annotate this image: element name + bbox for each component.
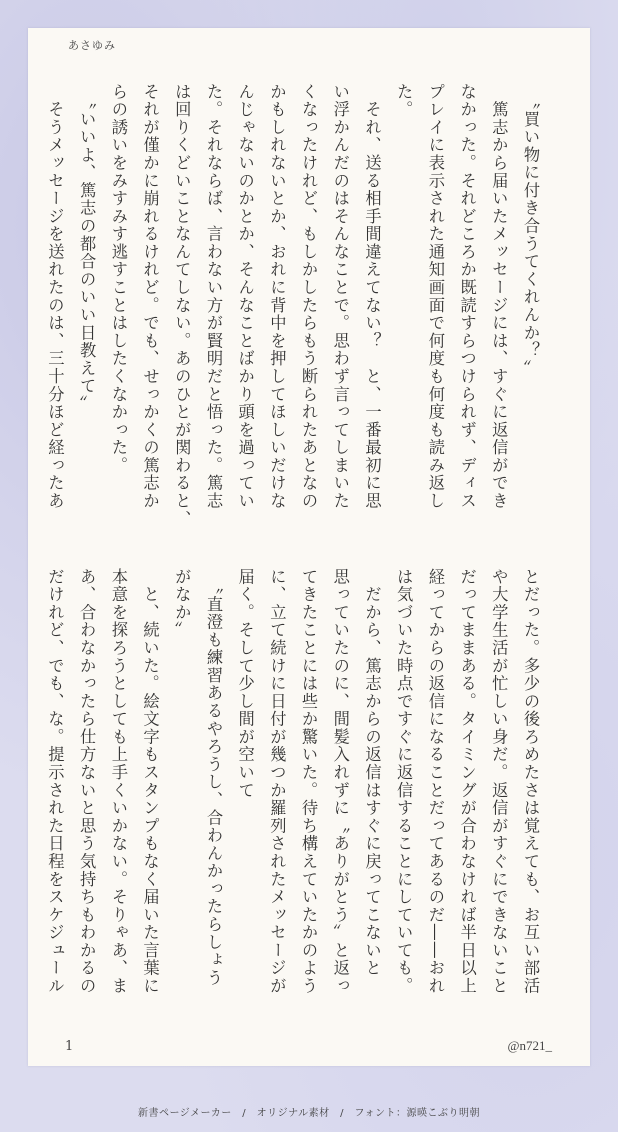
- text-line: 本意を探ろうとしても上手くいかない。そりゃあ、ま: [108, 568, 128, 995]
- text-line: なかった。それどころか既読すらつけられず、ディス: [457, 83, 477, 510]
- text-line: らの誘いをみすみす逃すことはしたくなかった。: [108, 83, 128, 475]
- text-line: 届く。そして少し間が空いて: [235, 568, 255, 800]
- text-line: 〝買い物に付き合うてくれんか？〟: [521, 83, 540, 378]
- text-line: あ、合わなかったら仕方ないと思う気持ちもわかるの: [77, 568, 97, 995]
- text-block-lower: [45, 568, 546, 995]
- text-line: くなったけれど、もしかしたらもう断られたあとなの: [299, 83, 319, 510]
- text-line: と、続いた。絵文字もスタンプもなく届いた言葉に: [140, 568, 160, 995]
- text-line: た。それならば、言わない方が賢明だと悟った。篤志: [203, 83, 223, 510]
- text-line: は回りくどいことなんてしない。あのひとが関わると、: [172, 83, 192, 528]
- text-line: だけれど、でも、な。提示された日程をスケジュール: [45, 568, 65, 995]
- book-page: [28, 28, 590, 1066]
- text-line: てきたことには些か驚いた。待ち構えていたかのよう: [299, 568, 319, 995]
- text-line: がなか〟: [172, 568, 192, 640]
- text-line: に、立て続けに日付が幾つか羅列されたメッセージが: [267, 568, 287, 995]
- text-line: た。: [394, 83, 414, 119]
- text-line: だから、篤志からの返信はすぐに戻ってこないと: [362, 568, 382, 978]
- text-line: い浮かんだのはそんなことで。思わず言ってしまいた: [330, 83, 350, 510]
- text-line: 〝直澄も練習あるやろうし、合わんかったらしょう: [203, 568, 223, 987]
- text-line: んじゃないのかとか、そんなことばかり頭を過ってい: [235, 83, 255, 510]
- text-line: は気づいた時点ですぐに返信することにしていても。: [394, 568, 414, 995]
- author-handle: @n721_: [507, 1038, 552, 1053]
- text-line: 〝いいよ、篤志の都合のいい日教えて〟: [77, 83, 97, 413]
- text-line: 経ってからの返信になることだってあるのだ――おれ: [425, 568, 445, 995]
- author-name: あさゆみ: [68, 39, 116, 52]
- text-line: それ、送る相手間違えてない？ と、一番最初に思: [362, 83, 382, 510]
- page-number: 1: [65, 1039, 74, 1054]
- text-line: それが僅かに崩れるけれど。でも、せっかくの篤志か: [140, 83, 160, 510]
- text-line: や大学生活が忙しい身だ。返信がすぐにできないこと: [489, 568, 509, 995]
- text-block-upper: [45, 83, 546, 528]
- text-line: そうメッセージを送れたのは、三十分ほど経ったあ: [45, 83, 65, 510]
- text-line: 篤志から届いたメッセージには、すぐに返信ができ: [489, 83, 509, 510]
- text-line: だってままある。タイミングが合わなければ半日以上: [457, 568, 477, 995]
- text-line: プレイに表示された通知画面で何度も何度も読み返し: [425, 83, 445, 510]
- text-line: とだった。多少の後ろめたさは覚えても、お互い部活: [521, 568, 540, 995]
- text-line: 思っていたのに、間髪入れずに〝ありがとう〟と返っ: [330, 568, 350, 995]
- credits-footer: 新書ページメーカー / オリジナル素材 / フォント：源暎こぶり明朝: [137, 1108, 481, 1119]
- text-line: かもしれないとか、おれに背中を押してほしいだけな: [267, 83, 287, 510]
